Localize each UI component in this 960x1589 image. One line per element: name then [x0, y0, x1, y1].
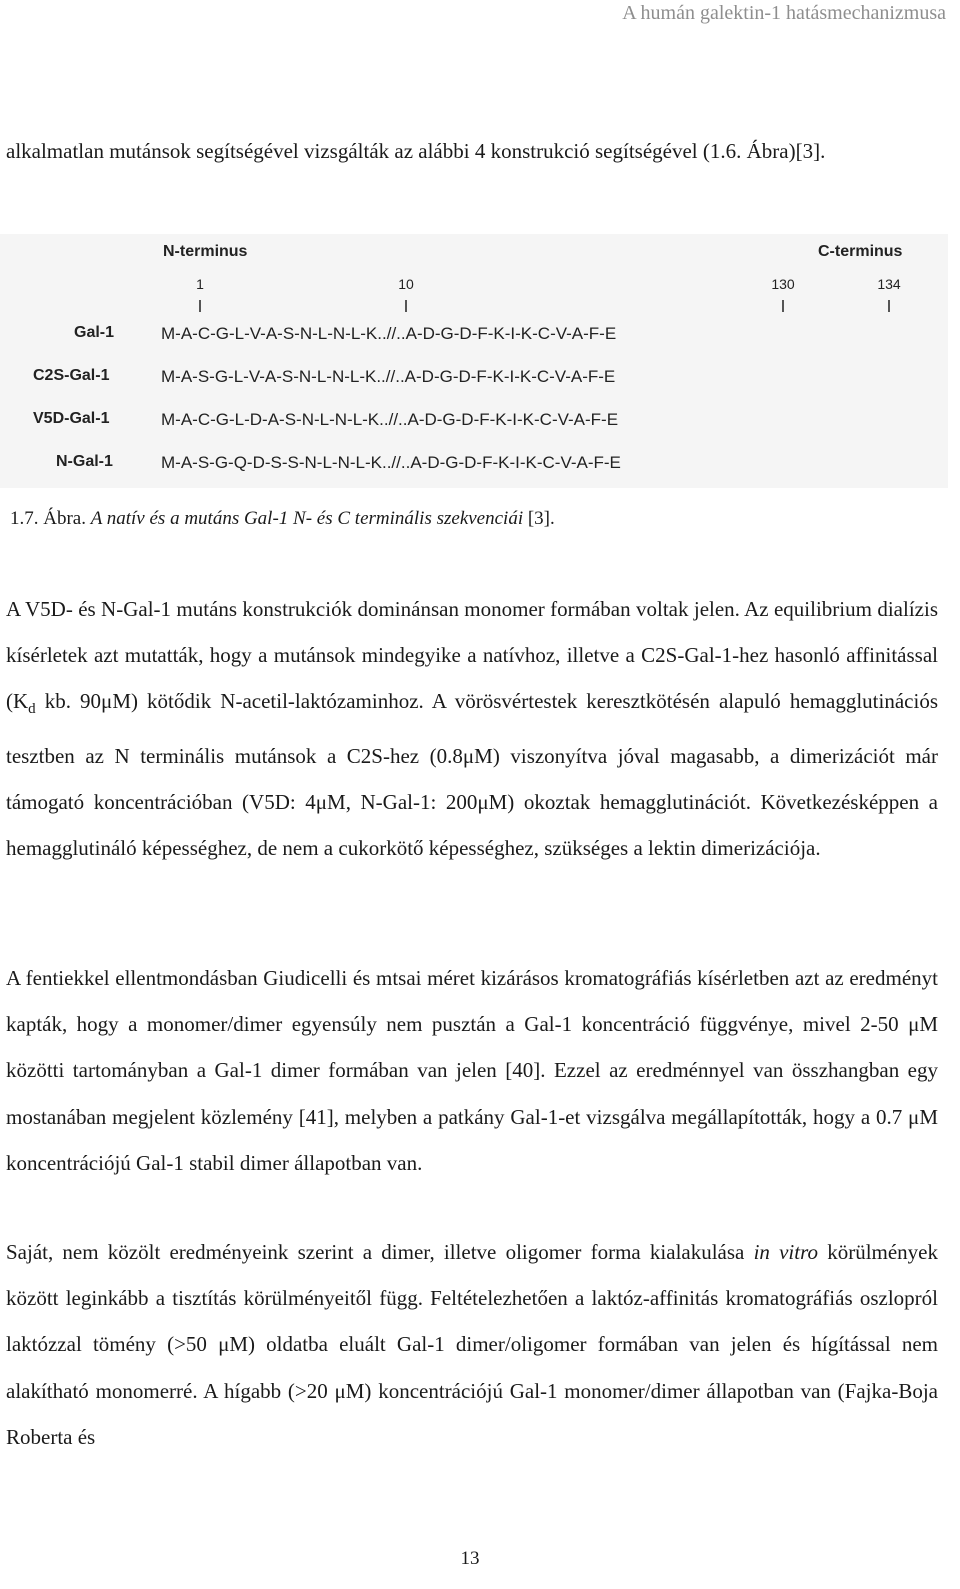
caption-number: 1.7. Ábra. [10, 508, 86, 529]
position-tick [782, 300, 784, 312]
page-number: 13 [460, 1548, 480, 1569]
position-label: 1 [196, 276, 204, 292]
position-label: 10 [398, 276, 414, 292]
paragraph-4-italic: in vitro [753, 1240, 818, 1264]
paragraph-4-text: Saját, nem közölt eredményeink szerint a dimer, illetve oligomer forma kialakulása [6, 1240, 754, 1264]
row-label: N-Gal-1 [56, 453, 113, 470]
sequence-figure [0, 234, 948, 488]
sequence-c2s-gal1: M-A-S-G-L-V-A-S-N-L-N-L-K..//..A-D-G-D-F-K-I-K-C-V-A-F-E [161, 367, 616, 386]
row-label: Gal-1 [74, 324, 115, 341]
figure-caption [10, 508, 555, 530]
position-label: 130 [771, 276, 795, 292]
paragraph-2 [6, 586, 938, 871]
position-label: 134 [877, 276, 901, 292]
caption-text: A natív és a mutáns Gal-1 N- és C terminális szekvenciái [90, 508, 524, 529]
row-label: C2S-Gal-1 [33, 367, 110, 384]
c-terminus-label: C-terminus [818, 243, 903, 260]
sequence-v5d-gal1: M-A-C-G-L-D-A-S-N-L-N-L-K..//..A-D-G-D-F-K-I-K-C-V-A-F-E [161, 410, 619, 429]
subscript-d: d [28, 701, 36, 718]
row-label: V5D-Gal-1 [33, 410, 110, 427]
caption-ref: [3]. [527, 508, 555, 529]
position-tick [888, 300, 890, 312]
paragraph-4-text-cont: körülmények között leginkább a tisztítás körülményeitől függ. Feltételezhetően a laktóz-affinitás kromatográfiás oszlopról laktózzal tömény (>50 μM) oldatba eluált Gal-1 dimer/oligomer formában van jelen és hígítással nem alakítható monomerré. A hígabb (>20 μM) koncentrációjú Gal-1 monomer/dimer állapotban van (Fajka-Boja Roberta és [6, 1240, 938, 1449]
paragraph-3: A fentiekkel ellentmondásban Giudicelli és mtsai méret kizárásos kromatográfiás kísérletben azt az eredményt kapták, hogy a monomer/dimer egyensúly nem pusztán a Gal-1 koncentráció függvénye, mivel 2-50 μM közötti tartományban a Gal-1 dimer formában van jelen [40]. Ezzel az eredménnyel van összhangban egy mostanában megjelent közlemény [41], melyben a patkány Gal-1-et vizsgálva megállapították, hogy a 0.7 μM koncentrációjú Gal-1 stabil dimer állapotban van. [6, 966, 938, 1175]
position-tick [405, 300, 407, 312]
sequence-gal1: M-A-C-G-L-V-A-S-N-L-N-L-K..//..A-D-G-D-F-K-I-K-C-V-A-F-E [161, 324, 617, 343]
position-tick [199, 300, 201, 312]
n-terminus-label: N-terminus [163, 243, 248, 260]
paragraph-intro: alkalmatlan mutánsok segítségével vizsgálták az alábbi 4 konstrukció segítségével (1.6. Ábra)[3]. [6, 139, 826, 163]
sequence-n-gal1: M-A-S-G-Q-D-S-S-N-L-N-L-K..//..A-D-G-D-F-K-I-K-C-V-A-F-E [161, 453, 621, 472]
paragraph-2-text-cont: kb. 90μM) kötődik N-acetil-laktózaminhoz. A vörösvértestek keresztkötésén alapuló hemagglutinációs tesztben az N terminális mutánsok a C2S-hez (0.8μM) viszonyítva jóval magasabb, a dimerizációt már támogató koncentrációban (V5D: 4μM, N-Gal-1: 200μM) okoztak hemagglutinációt. Következésképpen a hemagglutináló képességhez, de nem a cukorkötő képességhez, szükséges a lektin dimerizációja. [6, 689, 938, 861]
paragraph-2-text: A V5D- és N-Gal-1 mutáns konstrukciók dominánsan monomer formában voltak jelen. Az equilibrium dialízis kísérletek azt mutatták, hogy a mutánsok mindegyike a natívhoz, illetve a C2S-Gal-1-hez hasonló affinitással (K [6, 597, 938, 714]
paragraph-4 [6, 1229, 938, 1460]
running-header: A humán galektin-1 hatásmechanizmusa [622, 2, 946, 24]
